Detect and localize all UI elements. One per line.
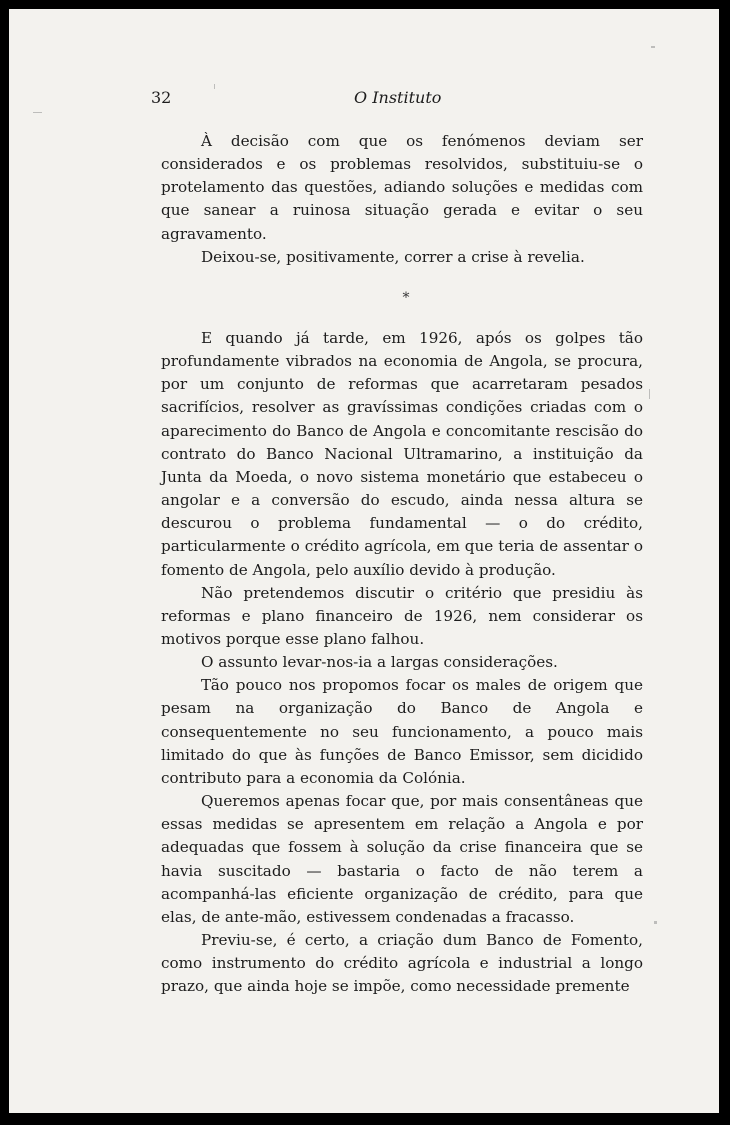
body-text <box>161 130 643 998</box>
scan-speck <box>651 46 655 48</box>
book-page <box>9 9 719 1113</box>
paragraph: Deixou-se, positivamente, correr a crise à revelia. <box>201 247 585 266</box>
section-break-asterisk: * <box>402 289 410 306</box>
paragraph: E quando já tarde, em 1926, após os golpes tão profundamente vibrados na economia de Angola, se procura, por um conjunto de reformas que acarretaram pesados sacrifícios, resolver as gravíssimas condições criadas com o aparecimento do Banco de Angola e concomitante rescisão do contrato do Banco Nacional Ultramarino, a instituição da Junta da Moeda, o novo sistema monetário que estabeceu o angolar e a conversão do escudo, ainda nessa altura se descurou o problema fundamental — o do crédito, particularmente o crédito agrícola, em que teria de assentar o fomento de Angola, pelo auxílio devido à produção. <box>161 328 643 579</box>
page-number: 32 <box>151 88 172 107</box>
scan-speck <box>649 389 650 399</box>
paragraph: À decisão com que os fenómenos deviam ser considerados e os problemas resolvidos, substituiu-se o protelamento das questões, adiando soluções e medidas com que sanear a ruinosa situação gerada e evitar o seu agravamento. <box>161 132 643 243</box>
paragraph: Não pretendemos discutir o critério que presidiu às reformas e plano financeiro de 1926, nem considerar os motivos porque esse plano falhou. <box>161 583 643 648</box>
paragraph: Queremos apenas focar que, por mais consentâneas que essas medidas se apresentem em relação a Angola e por adequadas que fossem à solução da crise financeira que se havia suscitado — bastaria o facto de não terem a acompanhá-las eficiente organização de crédito, para que elas, de ante-mão, estivessem condenadas a fracasso. <box>161 792 643 926</box>
scan-speck <box>33 112 42 113</box>
running-head <box>9 88 719 110</box>
scan-speck <box>654 921 657 924</box>
paragraph: Tão pouco nos propomos focar os males de origem que pesam na organização do Banco de Angola e consequentemente no seu funcionamento, a pouco mais limitado do que às funções de Banco Emissor, sem dicidido contributo para a economia da Colónia. <box>161 676 643 787</box>
running-title: O Instituto <box>354 88 442 107</box>
paragraph: O assunto levar-nos-ia a largas considerações. <box>201 653 558 672</box>
paragraph: Previu-se, é certo, a criação dum Banco de Fomento, como instrumento do crédito agrícola e industrial a longo prazo, que ainda hoje se impõe, como necessidade premente <box>161 931 643 996</box>
